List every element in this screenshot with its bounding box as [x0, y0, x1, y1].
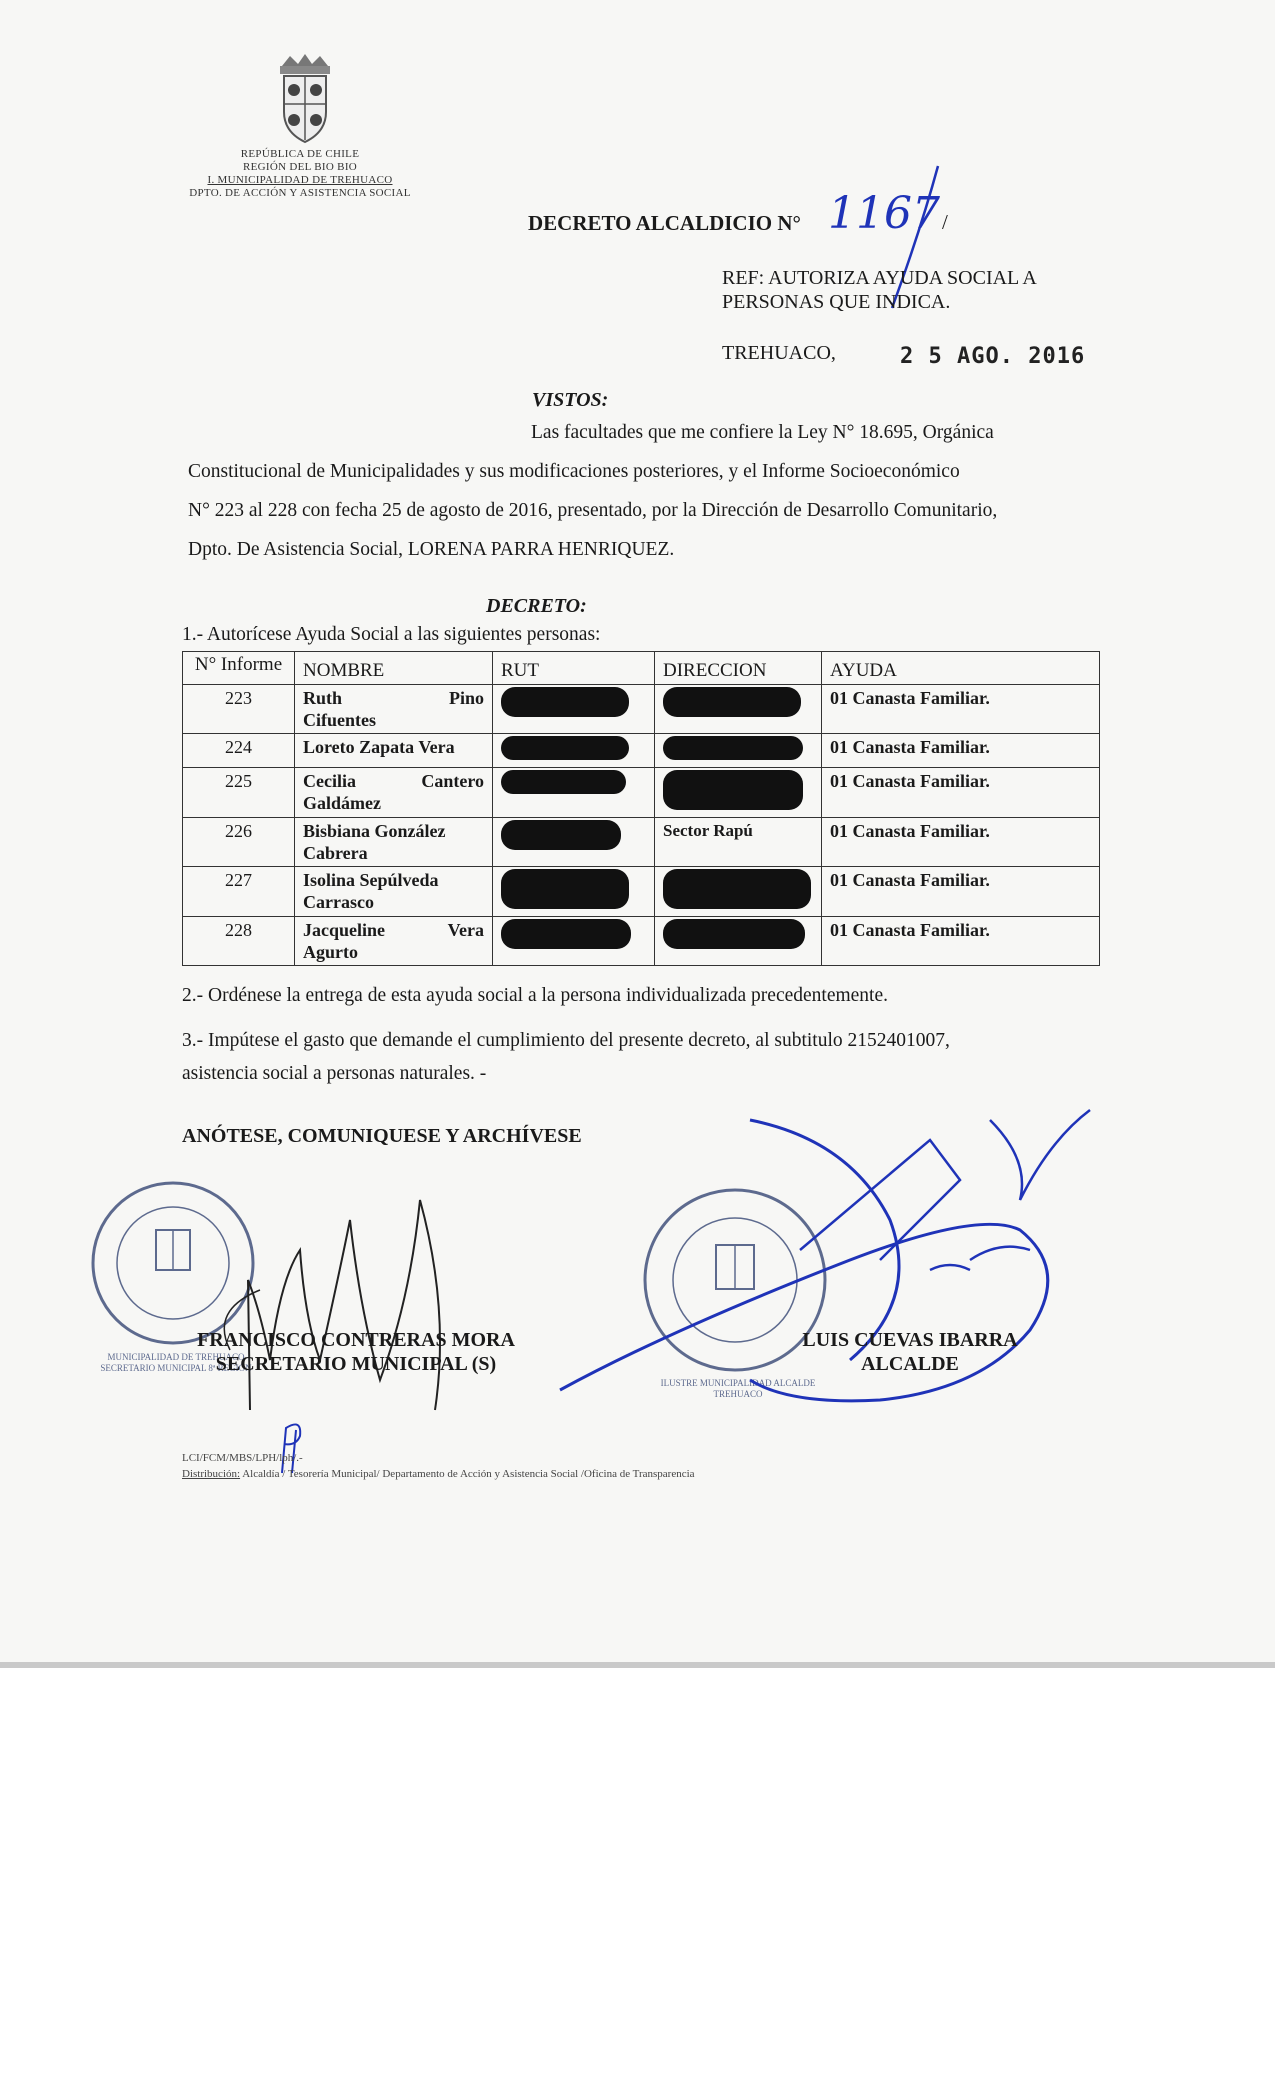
- cell-rut: [493, 818, 655, 867]
- secretary-title: SECRETARIO MUNICIPAL (S): [215, 1353, 497, 1375]
- distribution-label: Distribución:: [182, 1468, 241, 1480]
- decreto-heading: DECRETO:: [486, 595, 587, 617]
- header-region: REGIÓN DEL BIO BIO: [242, 161, 358, 173]
- cell-rut: [493, 768, 655, 818]
- cell-direccion: [655, 768, 822, 818]
- cell-nombre: Jacqueline Vera Agurto: [295, 917, 493, 966]
- cell-nombre: Bisbiana González Cabrera: [295, 818, 493, 867]
- table-row: [183, 818, 1100, 867]
- decreto-item-3-line-1: 3.- Impútese el gasto que demande el cumplimiento del presente decreto, al subtitulo 2152401007,: [182, 1030, 950, 1051]
- vistos-line-1: Las facultades que me confiere la Ley N° 18.695, Orgánica: [531, 422, 994, 443]
- scan-edge: [0, 1662, 1275, 1668]
- cell-nombre: Isolina Sepúlveda Carrasco: [295, 867, 493, 917]
- header-ayuda: AYUDA: [822, 652, 1100, 685]
- redaction-mark: [663, 687, 801, 717]
- decreto-item-2: 2.- Ordénese la entrega de esta ayuda social a la persona individualizada precedentemente.: [182, 985, 888, 1006]
- cell-ayuda: 01 Canasta Familiar.: [822, 818, 1100, 867]
- table-row: [183, 685, 1100, 734]
- mayor-title: ALCALDE: [861, 1353, 959, 1375]
- table-header-row: [183, 652, 1100, 685]
- header-nombre: NOMBRE: [295, 652, 493, 685]
- redaction-mark: [501, 919, 631, 949]
- header-republic: REPÚBLICA DE CHILE: [240, 148, 360, 160]
- table-row: [183, 768, 1100, 818]
- cell-direccion: [655, 917, 822, 966]
- cell-rut: [493, 685, 655, 734]
- vistos-line-2: Constitucional de Municipalidades y sus modificaciones posteriores, y el Informe Socioeconómico: [188, 461, 960, 482]
- cell-informe: 223: [183, 685, 295, 734]
- place: TREHUACO,: [722, 342, 836, 364]
- secretary-stamp-text: MUNICIPALIDAD DE TREHUACO SECRETARIO MUNICIPAL 8ª REGIÓN: [100, 1352, 252, 1373]
- decree-number-suffix: /: [942, 210, 948, 234]
- header-informe: N° Informe: [183, 652, 295, 685]
- footer-distribution: [182, 1468, 695, 1480]
- cell-direccion: [655, 685, 822, 734]
- cell-rut: [493, 917, 655, 966]
- ref-line-2: PERSONAS QUE INDICA.: [722, 291, 951, 313]
- header-direccion: DIRECCION: [655, 652, 822, 685]
- table-row: [183, 734, 1100, 768]
- decree-title: DECRETO ALCALDICIO N°: [528, 211, 801, 235]
- vistos-line-4: Dpto. De Asistencia Social, LORENA PARRA HENRIQUEZ.: [188, 539, 675, 560]
- coat-of-arms-icon: [272, 52, 338, 146]
- redaction-mark: [663, 736, 803, 760]
- redaction-mark: [501, 770, 626, 794]
- cell-ayuda: 01 Canasta Familiar.: [822, 867, 1100, 917]
- closing-formula: ANÓTESE, COMUNIQUESE Y ARCHÍVESE: [182, 1125, 582, 1147]
- cell-informe: 228: [183, 917, 295, 966]
- beneficiaries-table: [182, 651, 1100, 966]
- secretary-signature-icon: [190, 1160, 520, 1430]
- cell-direccion: Sector Rapú: [655, 818, 822, 867]
- decreto-item-3-line-2: asistencia social a personas naturales. -: [182, 1063, 487, 1084]
- cell-informe: 226: [183, 818, 295, 867]
- redaction-mark: [663, 919, 805, 949]
- cell-rut: [493, 867, 655, 917]
- redaction-mark: [663, 869, 811, 909]
- date-stamp: 2 5 AGO. 2016: [900, 344, 1086, 369]
- cell-informe: 227: [183, 867, 295, 917]
- cell-ayuda: 01 Canasta Familiar.: [822, 734, 1100, 768]
- decree-number-handwritten: 1167: [828, 188, 940, 239]
- cell-nombre: Cecilia Cantero Galdámez: [295, 768, 493, 818]
- mayor-signature-icon: [550, 1100, 1110, 1430]
- decreto-item-1: 1.- Autorícese Ayuda Social a las siguientes personas:: [182, 624, 601, 645]
- redaction-mark: [501, 687, 629, 717]
- secretary-name: FRANCISCO CONTRERAS MORA: [197, 1329, 515, 1351]
- mayor-stamp-text: ILUSTRE MUNICIPALIDAD ALCALDE TREHUACO: [660, 1378, 816, 1399]
- ref-line-1: REF: AUTORIZA AYUDA SOCIAL A: [722, 267, 1037, 289]
- header-department: DPTO. DE ACCIÓN Y ASISTENCIA SOCIAL: [189, 187, 411, 199]
- distribution-text: Alcaldía / Tesorería Municipal/ Departamento de Acción y Asistencia Social /Oficina de Transparencia: [242, 1468, 695, 1480]
- cell-direccion: [655, 734, 822, 768]
- cell-rut: [493, 734, 655, 768]
- cell-informe: 225: [183, 768, 295, 818]
- header-municipality: I. MUNICIPALIDAD DE TREHUACO: [207, 174, 393, 186]
- cell-ayuda: 01 Canasta Familiar.: [822, 917, 1100, 966]
- redaction-mark: [501, 869, 629, 909]
- table-row: [183, 917, 1100, 966]
- redaction-mark: [663, 770, 803, 810]
- cell-ayuda: 01 Canasta Familiar.: [822, 768, 1100, 818]
- cell-ayuda: 01 Canasta Familiar.: [822, 685, 1100, 734]
- cell-informe: 224: [183, 734, 295, 768]
- mayor-name: LUIS CUEVAS IBARRA: [802, 1329, 1018, 1351]
- redaction-mark: [501, 820, 621, 850]
- vistos-heading: VISTOS:: [532, 389, 609, 411]
- footer-initials: LCI/FCM/MBS/LPH/lph/.-: [182, 1452, 303, 1464]
- cell-nombre: Loreto Zapata Vera: [295, 734, 493, 768]
- table-row: [183, 867, 1100, 917]
- cell-nombre: Ruth Pino Cifuentes: [295, 685, 493, 734]
- cell-direccion: [655, 867, 822, 917]
- header-rut: RUT: [493, 652, 655, 685]
- vistos-line-3: N° 223 al 228 con fecha 25 de agosto de 2016, presentado, por la Dirección de Desarrollo Comunitario,: [188, 500, 998, 521]
- redaction-mark: [501, 736, 629, 760]
